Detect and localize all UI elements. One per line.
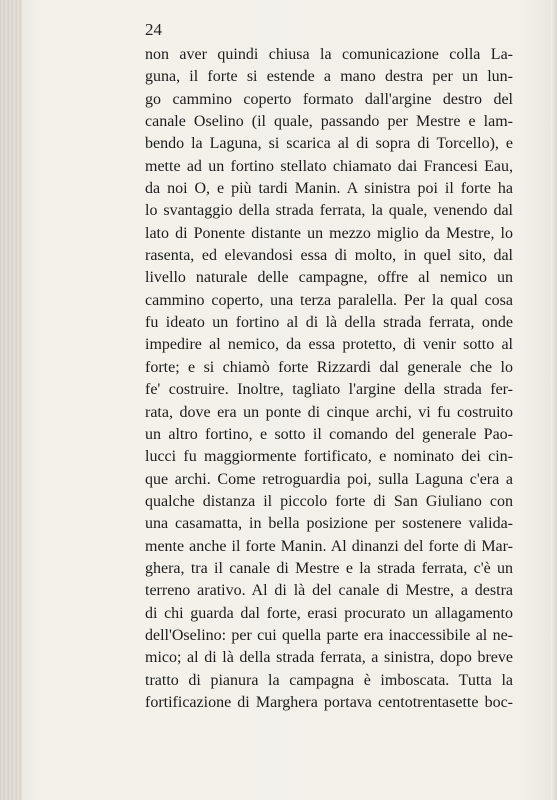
- body-text: [145, 44, 513, 714]
- text-line: cammino coperto, una terza paralella. Per la qual cosa: [145, 291, 513, 309]
- text-line: livello naturale delle campagne, offre al nemico un: [145, 269, 513, 287]
- text-line: una casamatta, in bella posizione per sostenere valida-: [145, 515, 513, 533]
- text-line: rasenta, ed elevandosi essa di molto, in quel sito, dal: [145, 247, 513, 265]
- text-line: que archi. Come retroguardia poi, sulla Laguna c'era a: [145, 470, 513, 488]
- text-line: guna, il forte si estende a mano destra per un lun-: [145, 68, 513, 86]
- text-line: un altro fortino, e sotto il comando del generale Pao-: [145, 425, 513, 443]
- text-line: terreno arativo. Al di là del canale di Mestre, a destra: [145, 582, 513, 600]
- text-line: qualche distanza il piccolo forte di San Giuliano con: [145, 492, 513, 510]
- text-line: mette ad un fortino stellato chiamato dai Francesi Eau,: [145, 157, 513, 175]
- text-line: ghera, tra il canale di Mestre e la strada ferrata, c'è un: [145, 559, 513, 577]
- page-edge-left: [0, 0, 22, 800]
- text-line: bendo la Laguna, si scarica al di sopra di Torcello), e: [145, 135, 513, 153]
- page-edge-right: [551, 0, 557, 800]
- text-line: impedire al nemico, da essa protetto, di venir sotto al: [145, 336, 513, 354]
- text-line: lo svantaggio della strada ferrata, la quale, venendo dal: [145, 202, 513, 220]
- text-line: canale Oselino (il quale, passando per Mestre e lam-: [145, 113, 513, 131]
- text-line: forte; e si chiamò forte Rizzardi dal generale che lo: [145, 358, 513, 376]
- text-line: tratto di pianura la campagna è imboscata. Tutta la: [145, 671, 513, 689]
- text-line: fortificazione di Marghera portava centotrentasette boc-: [145, 693, 513, 711]
- page-number: 24: [145, 20, 162, 39]
- text-line: mico; al di là della strada ferrata, a sinistra, dopo breve: [145, 649, 513, 667]
- text-line: dell'Oselino: per cui quella parte era inaccessibile al ne-: [145, 626, 513, 644]
- text-line: go cammino coperto formato dall'argine destro del: [145, 90, 513, 108]
- text-line: da noi O, e più tardi Manin. A sinistra poi il forte ha: [145, 180, 513, 198]
- text-line: lato di Ponente distante un mezzo miglio da Mestre, lo: [145, 224, 513, 242]
- text-line: non aver quindi chiusa la comunicazione colla La-: [145, 46, 513, 63]
- text-line: fe' costruire. Inoltre, tagliato l'argine della strada fer-: [145, 381, 513, 399]
- text-line: fu ideato un fortino al di là della strada ferrata, onde: [145, 314, 513, 332]
- text-line: rata, dove era un ponte di cinque archi, vi fu costruito: [145, 403, 513, 421]
- text-line: di chi guarda dal forte, erasi procurato un allagamento: [145, 604, 513, 622]
- text-line: mente anche il forte Manin. Al dinanzi del forte di Mar-: [145, 537, 513, 555]
- text-line: lucci fu maggiormente fortificato, e nominato dei cin-: [145, 448, 513, 466]
